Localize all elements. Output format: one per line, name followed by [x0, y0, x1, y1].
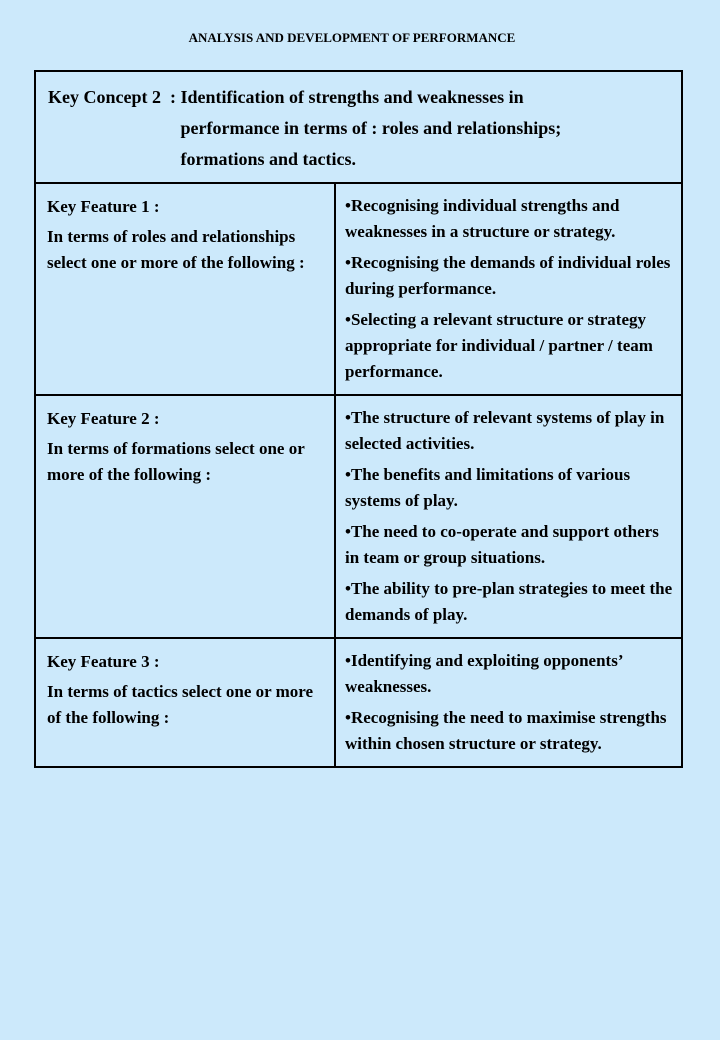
key-feature-description: In terms of roles and relationships select one or more of the following :: [47, 227, 305, 272]
key-concept-line: Identification of strengths and weaknesses in: [180, 87, 524, 107]
key-feature-description: In terms of formations select one or more of the following :: [47, 439, 305, 484]
key-feature-cell: [36, 639, 336, 766]
list-item: •The structure of relevant systems of play in selected activities.: [345, 408, 665, 453]
key-feature-row-1: [36, 184, 681, 394]
key-feature-title: Key Feature 2 :: [47, 409, 160, 428]
list-item: •Recognising individual strengths and weaknesses in a structure or strategy.: [345, 196, 620, 241]
list-item: •Identifying and exploiting opponents’ weaknesses.: [345, 651, 623, 696]
key-feature-row-3: [36, 637, 681, 766]
key-feature-items: [336, 396, 681, 637]
list-item: •Recognising the demands of individual roles during performance.: [345, 253, 671, 298]
key-feature-title: Key Feature 3 :: [47, 652, 160, 671]
list-item: •Recognising the need to maximise strengths within chosen structure or strategy.: [345, 708, 667, 753]
key-feature-description: In terms of tactics select one or more of the following :: [47, 682, 314, 727]
key-concept-table: [34, 70, 683, 768]
list-item: •The need to co-operate and support others in team or group situations.: [345, 522, 659, 567]
key-feature-cell: [36, 184, 336, 394]
key-concept-header: [36, 72, 681, 184]
key-feature-items: [336, 184, 681, 394]
key-feature-title: Key Feature 1 :: [47, 197, 160, 216]
key-concept-text: [180, 82, 671, 175]
list-item: •The ability to pre-plan strategies to meet the demands of play.: [345, 579, 673, 624]
key-concept-line: performance in terms of : roles and relationships;: [180, 118, 562, 138]
key-feature-items: [336, 639, 681, 766]
key-concept-label: Key Concept 2 :: [48, 87, 181, 107]
list-item: •Selecting a relevant structure or strategy appropriate for individual / partner / team performance.: [345, 310, 653, 381]
page-heading: ANALYSIS AND DEVELOPMENT OF PERFORMANCE: [188, 30, 516, 45]
key-concept-line: formations and tactics.: [180, 149, 356, 169]
list-item: •The benefits and limitations of various systems of play.: [345, 465, 631, 510]
key-feature-row-2: [36, 394, 681, 637]
key-feature-cell: [36, 396, 336, 637]
